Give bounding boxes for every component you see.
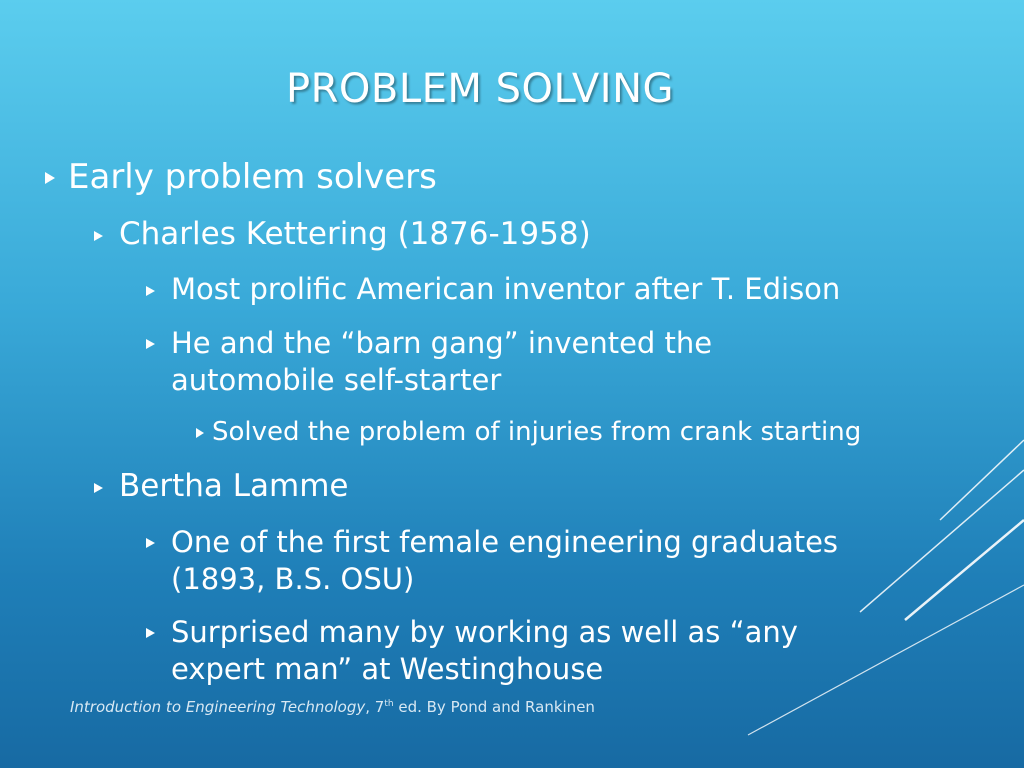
bullet-female-engineering-line2: (1893, B.S. OSU) (171, 562, 415, 596)
bullet-prolific-inventor: Most prolific American inventor after T. Edison (171, 272, 841, 306)
bullet-crank-starting: Solved the problem of injuries from crank starting (212, 417, 862, 447)
footer-authors: ed. By Pond and Rankinen (393, 698, 595, 716)
bullet-westinghouse-line2: expert man” at Westinghouse (171, 652, 604, 686)
bullet-arrow-icon (146, 538, 155, 548)
bullet-arrow-icon (94, 483, 103, 493)
bullet-arrow-icon (45, 172, 55, 184)
bullet-barn-gang-line1: He and the “barn gang” invented the (171, 326, 713, 360)
bullet-barn-gang (171, 325, 712, 399)
bullet-arrow-icon (196, 428, 204, 438)
bullet-early-problem-solvers: Early problem solvers (68, 157, 437, 197)
bullet-arrow-icon (146, 286, 155, 296)
bullet-arrow-icon (146, 628, 155, 638)
bullet-westinghouse (171, 614, 798, 688)
bullet-bertha-lamme: Bertha Lamme (119, 468, 349, 504)
bullet-westinghouse-line1: Surprised many by working as well as “any (171, 615, 798, 649)
bullet-female-engineering-line1: One of the first female engineering graduates (171, 525, 839, 559)
bullet-arrow-icon (94, 231, 103, 241)
bullet-arrow-icon (146, 339, 155, 349)
footer-book-title: Introduction to Engineering Technology (70, 698, 366, 716)
bullet-female-engineering (171, 524, 838, 598)
bullet-charles-kettering: Charles Kettering (1876-1958) (119, 216, 591, 252)
slide-title: PROBLEM SOLVING (286, 66, 674, 112)
bullet-barn-gang-line2: automobile self-starter (171, 363, 502, 397)
slide-footer-citation (70, 698, 595, 716)
footer-edition: , 7 (365, 698, 385, 716)
footer-edition-sup: th (384, 699, 394, 709)
